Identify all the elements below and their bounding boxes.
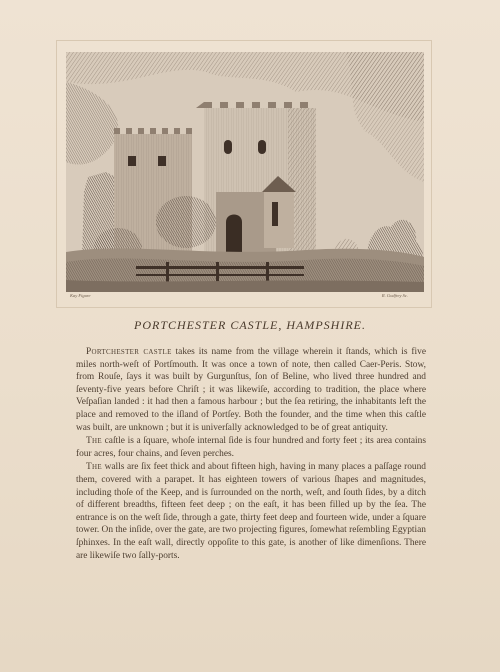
castle-engraving [66,52,424,292]
paragraph-2 [76,435,426,460]
paragraph-lead: The [86,436,102,447]
paragraph-3 [76,461,426,562]
paragraph-lead: The [86,462,102,473]
paragraph-text: caſtle is a ſquare, whoſe internal ſide is four hundred and forty feet ; its area contains four acres, four chains, and ſeven perches. [76,436,426,459]
engraver-credit-right: R. Godfrey Sc. [381,293,408,298]
page-title: PORTCHESTER CASTLE, HAMPSHIRE. [134,318,366,332]
paragraph-1 [76,346,426,434]
body-text [76,346,426,563]
engraver-credit-left: Kay Figure [70,293,91,298]
paragraph-text: walls are ſix feet thick and about fifteen high, having in many places a paſſage round them, covered with a parapet. It has eighteen towers of various ſhapes and magnitudes, including thoſe of the Keep, and is ſurrounded on the north, weſt, and ſouth ſides, by a ditch of different breadths, fifteen feet deep ; on the eaſt, it has been filled up by the ſea. The entrance is on the weſt ſide, through a gate, thirty feet deep and fourteen wide, under a ſquare tower. On the inſide, over the gate, are two projecting figures, ſomewhat reſembling Egyptian ſphinxes. In the eaſt wall, directly oppoſite to this gate, is another of like dimenſions. There are likewiſe two ſally-ports. [76,462,426,561]
paragraph-text: takes its name from the village wherein it ſtands, which is five miles north-weſt of Portſmouth. It was once a town of note, then called Caer-Peris. Stow, from Rouſe, ſays it was built by Gurgunſtus, ſon of Beline, who lived three hundred and ſeventy-five years before Chriſt ; it was likewiſe, according to tradition, the place where Veſpaſian landed : it had then a famous harbour ; but the ſea retiring, the inhabitants left the place and removed to the iſland of Portſey. Both the founder, and the time when this caſtle was built, are unknown ; but it is univerſally acknowledged to be of great antiquity. [76,347,426,433]
footbridge [136,266,304,269]
paragraph-lead: Portchester castle [86,347,172,357]
ivy-foliage [156,196,216,248]
